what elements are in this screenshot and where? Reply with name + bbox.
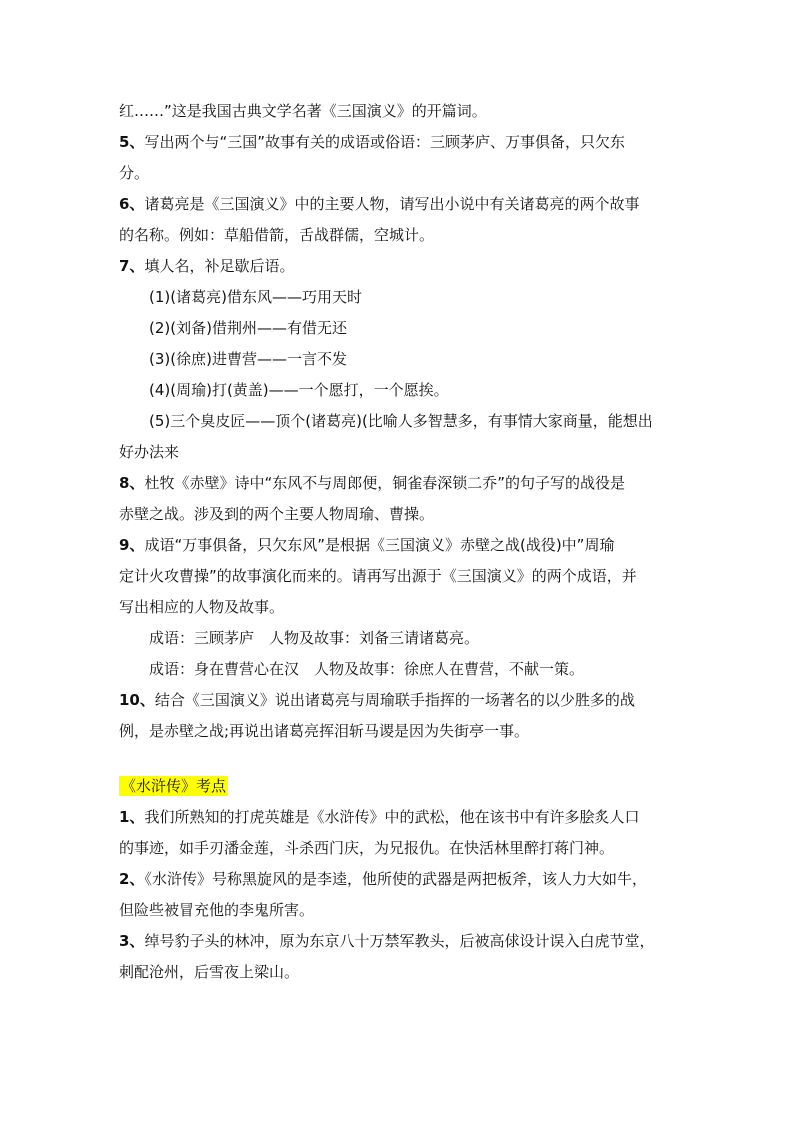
line-text: (5)三个臭皮匠——顶个(诸葛亮)(比喻人多智慧多，有事情大家商量，能想出 (149, 412, 653, 430)
line-text: 好办法来 (119, 443, 180, 461)
item-number: 5、 (119, 133, 145, 151)
line-text: (3)(徐庶)进曹营——一言不发 (149, 350, 347, 368)
line-text: 的名称。例如：草船借箭，舌战群儒，空城计。 (119, 226, 435, 244)
line-text: 例，是赤壁之战;再说出诸葛亮挥泪斩马谡是因为失街亭一事。 (119, 722, 530, 740)
water-margin-heading (119, 771, 681, 802)
line-text: 绰号豹子头的林冲，原为东京八十万禁军教头，后被高俅设计误入白虎节堂， (144, 932, 655, 950)
text-line (119, 654, 681, 685)
line-text: (1)(诸葛亮)借东风——巧用天时 (149, 288, 362, 306)
line-text: 诸葛亮是《三国演义》中的主要人物，请写出小说中有关诸葛亮的两个故事 (144, 195, 640, 213)
highlighted-heading-text: 《水浒传》考点 (121, 777, 227, 795)
line-text: (2)(刘备)借荆州——有借无还 (149, 319, 347, 337)
line-text: 我们所熟知的打虎英雄是《水浒传》中的武松，他在该书中有许多脍炙人口 (144, 808, 640, 826)
line-text: 分。 (119, 164, 150, 182)
text-line (119, 96, 681, 127)
line-text: 成语：身在曹营心在汉 人物及故事：徐庶人在曹营，不献一策。 (149, 660, 585, 678)
line-text: 的事迹，如手刃潘金莲，斗杀西门庆，为兄报仇。在快活林里醉打蒋门神。 (119, 839, 615, 857)
line-text: 填人名，补足歇后语。 (144, 257, 295, 275)
line-text: 《水浒传》号称黑旋风的是李逵，他所使的武器是两把板斧，该人力大如牛， (144, 870, 647, 888)
text-line (119, 957, 681, 988)
text-line (119, 127, 681, 158)
water-margin-section (119, 802, 681, 988)
line-text: 红……”这是我国古典文学名著《三国演义》的开篇词。 (119, 102, 487, 120)
text-line (119, 895, 681, 926)
item-number: 8、 (119, 474, 145, 492)
item-number: 1、 (119, 808, 145, 826)
text-line (119, 864, 681, 895)
text-line (119, 499, 681, 530)
line-text: 刺配沧州，后雪夜上梁山。 (119, 963, 300, 981)
three-kingdoms-section (119, 96, 681, 747)
text-line (119, 530, 681, 561)
line-text: 写出相应的人物及故事。 (119, 598, 285, 616)
text-line (119, 592, 681, 623)
text-line (119, 802, 681, 833)
text-line (119, 189, 681, 220)
line-text: 但险些被冒充他的李鬼所害。 (119, 901, 315, 919)
text-line (119, 344, 681, 375)
line-text: 结合《三国演义》说出诸葛亮与周瑜联手指挥的一场著名的以少胜多的战 (154, 691, 635, 709)
text-line (119, 220, 681, 251)
text-line (119, 685, 681, 716)
text-line (119, 716, 681, 747)
item-number: 6、 (119, 195, 145, 213)
section-spacer (119, 747, 681, 771)
item-number: 2、 (119, 870, 145, 888)
text-line (119, 375, 681, 406)
line-text: 写出两个与“三国”故事有关的成语或俗语：三顾茅庐、万事俱备，只欠东 (144, 133, 625, 151)
text-line (119, 251, 681, 282)
text-line (119, 313, 681, 344)
line-text: 赤壁之战。涉及到的两个主要人物周瑜、曹操。 (119, 505, 435, 523)
text-line (119, 623, 681, 654)
text-line (119, 833, 681, 864)
text-line (119, 158, 681, 189)
item-number: 10、 (119, 691, 155, 709)
document-content (119, 96, 681, 988)
text-line (119, 437, 681, 468)
text-line (119, 282, 681, 313)
text-line (119, 468, 681, 499)
text-line (119, 406, 681, 437)
item-number: 9、 (119, 536, 145, 554)
line-text: 成语：三顾茅庐 人物及故事：刘备三请诸葛亮。 (149, 629, 480, 647)
line-text: (4)(周瑜)打(黄盖)——一个愿打，一个愿挨。 (149, 381, 449, 399)
line-text: 杜牧《赤壁》诗中“东风不与周郎便，铜雀春深锁二乔”的句子写的战役是 (144, 474, 625, 492)
text-line (119, 926, 681, 957)
line-text: 定计火攻曹操”的故事演化而来的。请再写出源于《三国演义》的两个成语，并 (119, 567, 637, 585)
item-number: 7、 (119, 257, 145, 275)
line-text: 成语“万事俱备，只欠东风”是根据《三国演义》赤壁之战(战役)中”周瑜 (144, 536, 615, 554)
text-line (119, 561, 681, 592)
item-number: 3、 (119, 932, 145, 950)
